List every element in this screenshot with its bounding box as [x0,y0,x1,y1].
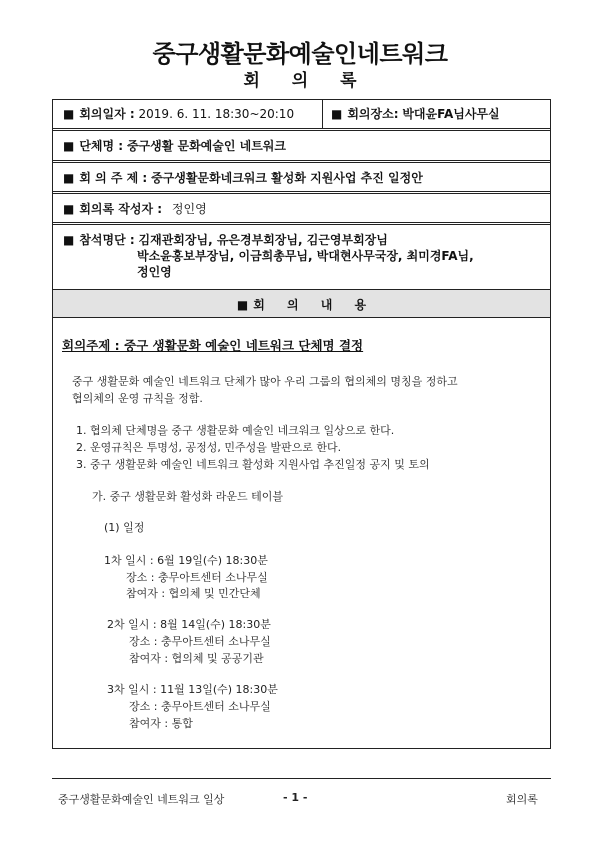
session-participants: 참여자 : 통합 [129,717,193,730]
sub-heading: 가. 중구 생활문화 활성화 라운드 테이블 [92,490,283,503]
session-participants: 참여자 : 협의체 및 민간단체 [126,587,261,600]
document-title: 중구생활문화예술인네트워크 [152,40,448,68]
square-bullet-icon: ■ [331,107,343,121]
body-topic: 회의주제 : 중구 생활문화 예술인 네트워크 단체명 결정 [62,338,364,353]
date-label: 회의일자 : [79,107,135,121]
attendees-line: 정인영 [137,265,172,279]
list-item: 2. 운영규칙은 투명성, 공정성, 민주성을 발판으로 한다. [76,441,342,454]
org-value: 중구생활 문화예술인 네트워크 [126,139,286,153]
org-label: 단체명 : [79,139,124,153]
date-place-row [53,100,550,131]
writer-label: 회의록 작성자 : [79,202,163,216]
topic-value: 중구생활문화네크워크 활성화 지원사업 추진 일정안 [151,171,423,185]
place-value: 박대윤FA님사무실 [402,107,500,121]
date-value: 2019. 6. 11. 18:30~20:10 [138,107,295,121]
attendees-label: 참석명단 : [79,233,135,247]
session-participants: 참여자 : 협의체 및 공공기관 [129,652,264,665]
topic-label: 회 의 주 제 : [79,171,148,185]
session-place: 장소 : 충무아트센터 소나무실 [129,700,271,713]
attendees-row [53,225,550,290]
square-bullet-icon: ■ [236,298,249,312]
session-place: 장소 : 충무아트센터 소나무실 [129,635,271,648]
session-date: 2차 일시 : 8월 14일(수) 18:30분 [107,618,271,631]
place-cell [323,100,550,128]
document-subtitle: 회 의 록 [243,71,357,91]
schedule-heading: (1) 일정 [104,521,145,534]
content-heading-text: 회 의 내 용 [253,298,367,312]
footer-left-text: 중구생활문화예술인 네트워크 일상 [58,793,225,806]
content-section-heading [53,290,550,318]
writer-row [53,194,550,225]
square-bullet-icon: ■ [63,233,75,247]
org-row [53,131,550,163]
page-number: - 1 - [283,791,308,804]
writer-value: 정인영 [171,202,207,216]
footer-right-text: 회의록 [506,793,538,806]
square-bullet-icon: ■ [63,202,75,216]
list-item: 3. 중구 생활문화 예술인 네트워크 활성화 지원사업 추진일정 공지 및 토의 [76,458,430,471]
footer-divider [52,778,551,779]
session-date: 1차 일시 : 6월 19일(수) 18:30분 [104,554,268,567]
date-cell [53,100,323,128]
attendees-line: 김재관회장님, 유은경부회장님, 김근영부회장님 [138,233,388,247]
place-label: 회의장소: [347,107,399,121]
square-bullet-icon: ■ [63,107,75,121]
session-place: 장소 : 충무아트센터 소나무실 [126,571,268,584]
intro-line: 중구 생활문화 예술인 네트워크 단체가 많아 우리 그룹의 협의체의 명칭을 정하고 [72,375,458,388]
square-bullet-icon: ■ [63,171,75,185]
intro-line: 협의체의 운영 규칙을 정함. [72,392,203,405]
session-date: 3차 일시 : 11월 13일(수) 18:30분 [107,683,278,696]
list-item: 1. 협의체 단체명을 중구 생활문화 예술인 네크워크 일상으로 한다. [76,424,395,437]
topic-row [53,163,550,194]
attendees-line: 박소윤홍보부장님, 이금희총무님, 박대현사무국장, 최미경FA님, [137,249,474,263]
square-bullet-icon: ■ [63,139,75,153]
